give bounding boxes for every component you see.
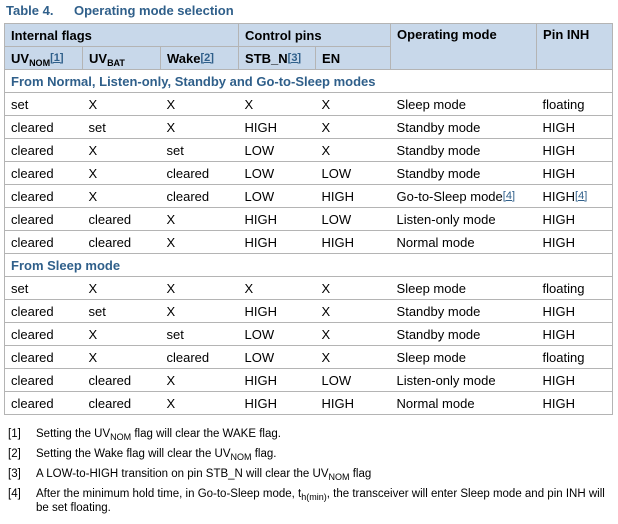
cell-uvnom: cleared — [5, 392, 83, 415]
table-row — [5, 392, 613, 415]
cell-mode: Standby mode — [391, 116, 537, 139]
cell-uvbat: set — [83, 300, 161, 323]
cell-en: X — [316, 116, 391, 139]
cell-uvbat: cleared — [83, 369, 161, 392]
table-row — [5, 162, 613, 185]
cell-en: X — [316, 300, 391, 323]
cell-inh: HIGH — [537, 162, 613, 185]
cell-uvnom: cleared — [5, 208, 83, 231]
cell-mode: Normal mode — [391, 392, 537, 415]
cell-stbn: X — [239, 277, 316, 300]
cell-inh: HIGH[4] — [537, 185, 613, 208]
header-internal-flags: Internal flags — [5, 24, 239, 47]
cell-uvbat: X — [83, 323, 161, 346]
cell-mode: Listen-only mode — [391, 208, 537, 231]
cell-en: HIGH — [316, 231, 391, 254]
cell-en: X — [316, 346, 391, 369]
cell-uvnom: set — [5, 93, 83, 116]
cell-uvnom: cleared — [5, 185, 83, 208]
cell-stbn: HIGH — [239, 208, 316, 231]
cell-inh: HIGH — [537, 300, 613, 323]
cell-uvnom: cleared — [5, 162, 83, 185]
table-row — [5, 300, 613, 323]
cell-en: LOW — [316, 162, 391, 185]
table-row — [5, 139, 613, 162]
cell-mode: Sleep mode — [391, 93, 537, 116]
table-row — [5, 277, 613, 300]
cell-en: LOW — [316, 208, 391, 231]
footnote-number: [3] — [8, 468, 21, 480]
header-stbn: STB_N[3] — [239, 47, 316, 70]
cell-uvnom: cleared — [5, 300, 83, 323]
table-number: Table 4. — [6, 3, 54, 18]
cell-inh: floating — [537, 346, 613, 369]
footnote-link-1[interactable]: [1] — [50, 51, 64, 64]
table-row — [5, 346, 613, 369]
cell-wake: X — [161, 277, 239, 300]
cell-uvbat: cleared — [83, 231, 161, 254]
footnote-link-3[interactable]: [3] — [287, 51, 302, 64]
cell-uvbat: X — [83, 277, 161, 300]
cell-inh: HIGH — [537, 208, 613, 231]
cell-inh: HIGH — [537, 139, 613, 162]
cell-uvnom: cleared — [5, 139, 83, 162]
cell-en: LOW — [316, 369, 391, 392]
footnote — [8, 467, 608, 481]
operating-mode-table — [4, 23, 613, 415]
table-row — [5, 208, 613, 231]
cell-inh: HIGH — [537, 116, 613, 139]
table-caption — [6, 3, 234, 18]
cell-stbn: LOW — [239, 323, 316, 346]
cell-stbn: LOW — [239, 185, 316, 208]
section-header-row — [5, 70, 613, 93]
cell-stbn: LOW — [239, 346, 316, 369]
table-body — [5, 70, 613, 415]
header-wake: Wake[2] — [161, 47, 239, 70]
cell-wake: cleared — [161, 185, 239, 208]
cell-uvbat: X — [83, 185, 161, 208]
cell-wake: X — [161, 392, 239, 415]
cell-en: X — [316, 139, 391, 162]
cell-wake: X — [161, 208, 239, 231]
cell-uvbat: X — [83, 162, 161, 185]
header-control-pins: Control pins — [239, 24, 391, 47]
cell-stbn: HIGH — [239, 300, 316, 323]
footnote-text: Setting the Wake flag will clear the $UV_{NOM}$ flag. — [36, 448, 277, 462]
cell-uvbat: cleared — [83, 208, 161, 231]
section-title: From Normal, Listen-only, Standby and Go-to-Sleep modes — [5, 70, 613, 93]
cell-uvbat: X — [83, 346, 161, 369]
cell-uvbat: X — [83, 139, 161, 162]
cell-mode: Listen-only mode — [391, 369, 537, 392]
cell-mode: Sleep mode — [391, 346, 537, 369]
cell-wake: X — [161, 369, 239, 392]
cell-uvnom: cleared — [5, 116, 83, 139]
cell-inh: HIGH — [537, 392, 613, 415]
header-operating-mode: Operating mode — [391, 24, 537, 70]
footnote — [8, 487, 608, 515]
footnote-text: A LOW-to-HIGH transition on pin STB_N will clear the $UV_{NOM}$ flag — [36, 468, 372, 482]
footnote-number: [4] — [8, 488, 21, 500]
cell-wake: X — [161, 116, 239, 139]
cell-inh: HIGH — [537, 369, 613, 392]
cell-en: X — [316, 323, 391, 346]
cell-mode: Standby mode — [391, 162, 537, 185]
cell-wake: cleared — [161, 162, 239, 185]
header-uvnom: $UV_{NOM}[1]$ — [5, 47, 83, 70]
table-row — [5, 93, 613, 116]
cell-en: HIGH — [316, 392, 391, 415]
table-row — [5, 231, 613, 254]
header-en: EN — [316, 47, 391, 70]
cell-uvbat: set — [83, 116, 161, 139]
cell-mode: Standby mode — [391, 139, 537, 162]
cell-inh: floating — [537, 93, 613, 116]
cell-wake: X — [161, 300, 239, 323]
section-title: From Sleep mode — [5, 254, 613, 277]
cell-mode: Standby mode — [391, 300, 537, 323]
cell-uvnom: cleared — [5, 323, 83, 346]
cell-wake: set — [161, 323, 239, 346]
cell-mode: Standby mode — [391, 323, 537, 346]
table-title: Operating mode selection — [74, 3, 234, 18]
cell-wake: set — [161, 139, 239, 162]
cell-stbn: HIGH — [239, 392, 316, 415]
cell-mode: Sleep mode — [391, 277, 537, 300]
cell-stbn: HIGH — [239, 231, 316, 254]
cell-inh: HIGH — [537, 231, 613, 254]
header-pin-inh: Pin INH — [537, 24, 613, 70]
cell-wake: X — [161, 231, 239, 254]
cell-uvnom: set — [5, 277, 83, 300]
cell-mode: Normal mode — [391, 231, 537, 254]
cell-stbn: X — [239, 93, 316, 116]
cell-wake: cleared — [161, 346, 239, 369]
header-uvbat: $UV_{BAT}$ — [83, 47, 161, 70]
cell-en: HIGH — [316, 185, 391, 208]
section-header-row — [5, 254, 613, 277]
table-row — [5, 185, 613, 208]
cell-inh: floating — [537, 277, 613, 300]
cell-en: X — [316, 93, 391, 116]
cell-stbn: LOW — [239, 139, 316, 162]
footnotes — [8, 427, 608, 521]
table-row — [5, 323, 613, 346]
footnote — [8, 427, 608, 441]
table-row — [5, 116, 613, 139]
cell-stbn: HIGH — [239, 369, 316, 392]
cell-stbn: HIGH — [239, 116, 316, 139]
footnote-link-4[interactable]: [4] — [575, 189, 588, 202]
cell-uvnom: cleared — [5, 369, 83, 392]
footnote-text: After the minimum hold time, in Go-to-Sleep mode, $t_{h(min)}$, the transceiver will enter Sleep mode and pin INH will be set floating. — [36, 488, 605, 514]
footnote-number: [1] — [8, 428, 21, 440]
table-row — [5, 369, 613, 392]
cell-uvnom: cleared — [5, 346, 83, 369]
cell-stbn: LOW — [239, 162, 316, 185]
cell-mode: Go-to-Sleep mode[4] — [391, 185, 537, 208]
cell-inh: HIGH — [537, 323, 613, 346]
cell-en: X — [316, 277, 391, 300]
footnote — [8, 447, 608, 461]
footnote-link-2[interactable]: [2] — [200, 51, 214, 64]
footnote-number: [2] — [8, 448, 21, 460]
cell-wake: X — [161, 93, 239, 116]
cell-uvnom: cleared — [5, 231, 83, 254]
cell-uvbat: X — [83, 93, 161, 116]
cell-uvbat: cleared — [83, 392, 161, 415]
footnote-link-4[interactable]: [4] — [502, 189, 516, 202]
footnote-text: Setting the $UV_{NOM}$ flag will clear the WAKE flag. — [36, 428, 281, 442]
